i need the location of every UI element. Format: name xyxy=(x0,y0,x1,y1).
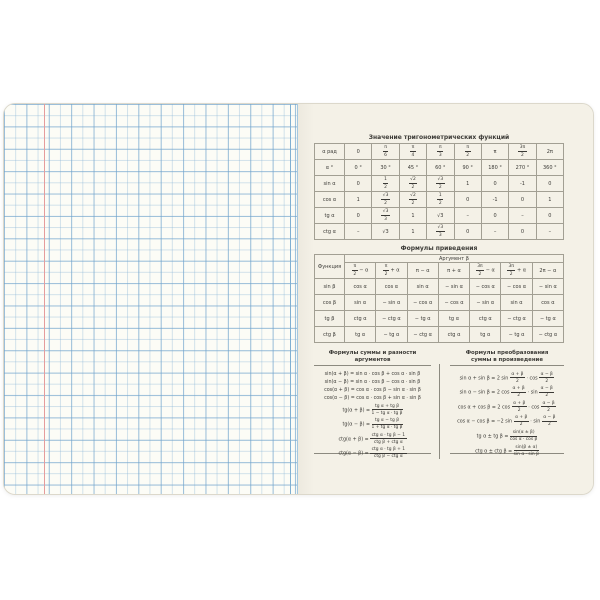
notebook-spread xyxy=(3,103,594,495)
formula-line: ctg α ± ctg β = $\frac{\sin(\beta \pm \alpha)}{\text{sin α · sin β}}$ xyxy=(475,444,539,457)
fraction: $\frac{√2}{2}$ xyxy=(410,177,416,190)
table-cell: 1 xyxy=(399,208,426,224)
table-row xyxy=(315,255,564,263)
sum-product-section xyxy=(450,350,564,457)
table-cell: − cos α xyxy=(501,279,532,295)
table-cell: 1 xyxy=(454,176,481,192)
reduction-arg-col: $\frac{\pi}{2}$ + α xyxy=(376,263,407,279)
formula-line: tg α ± tg β = $\frac{\sin(\alpha \pm \beta)}{\text{cos α · cos β}}$ xyxy=(476,430,538,443)
row-label: tg β xyxy=(315,311,345,327)
sum-product-title xyxy=(450,350,564,366)
reduction-title: Формулы приведения xyxy=(400,245,478,252)
table-cell xyxy=(372,144,399,160)
table-cell: – xyxy=(345,224,372,240)
table-cell: – xyxy=(509,208,536,224)
table-cell: √3 xyxy=(427,208,454,224)
table-cell: tg α xyxy=(470,327,501,343)
reduction-arg-col: π − α xyxy=(407,263,438,279)
table-cell: 45 ° xyxy=(399,160,426,176)
fraction: $\frac{√2}{2}$ xyxy=(410,193,416,206)
row-label: α ° xyxy=(315,160,345,176)
table-cell: − sin α xyxy=(470,295,501,311)
fraction: $\frac{1}{2}$ xyxy=(384,177,387,190)
table-cell: ctg α xyxy=(345,311,376,327)
row-label: cos α xyxy=(315,192,345,208)
formula-line: sin(α + β) = sin α · cos β + cos α · sin β xyxy=(324,371,421,377)
fraction: $\frac{√3}{2}$ xyxy=(382,193,389,206)
formula-line: tg(α − β) = $\frac{\text{tg α − tg β}}{\text{1 + tg α · tg β}}$ xyxy=(342,418,403,431)
table-cell: 0 xyxy=(454,192,481,208)
fraction: $\frac{\alpha - \beta}{2}$ xyxy=(542,400,555,413)
fraction: $\frac{3\pi}{2}$ xyxy=(477,264,483,277)
table-cell xyxy=(509,144,536,160)
table-cell: 0 xyxy=(536,176,563,192)
fraction: $\frac{3\pi}{2}$ xyxy=(508,264,514,277)
table-cell: − tg α xyxy=(532,311,563,327)
formula-line: sin α − sin β = 2 cos $\frac{\alpha + \beta}{2}$ · sin $\frac{\alpha - \beta}{2}$ xyxy=(459,386,553,399)
row-label: sin β xyxy=(315,279,345,295)
formula-line: cos(α − β) = cos α · cos β + sin α · sin β xyxy=(324,395,421,401)
formulas-page xyxy=(298,104,593,494)
sum-diff-title-text: Формулы суммы и разности аргументов xyxy=(328,350,417,363)
table-cell xyxy=(427,144,454,160)
table-cell: tg α xyxy=(345,327,376,343)
reduction-body xyxy=(315,255,564,343)
table-row xyxy=(315,327,564,343)
reduction-corner-label: Функция xyxy=(315,255,345,279)
table-cell: 180 ° xyxy=(481,160,508,176)
fraction: $\frac{√3}{3}$ xyxy=(437,225,444,238)
table-cell: -1 xyxy=(509,176,536,192)
row-label: α рад xyxy=(315,144,345,160)
row-label: ctg β xyxy=(315,327,345,343)
bottom-sections xyxy=(314,350,564,460)
table-cell: 0 xyxy=(454,224,481,240)
reduction-arg-col: π + α xyxy=(438,263,469,279)
sum-diff-formulas xyxy=(314,366,431,460)
table-cell: cos α xyxy=(345,279,376,295)
grid-page xyxy=(4,104,297,494)
sum-diff-section xyxy=(314,350,431,460)
fraction: $\frac{3\pi}{2}$ xyxy=(519,145,526,158)
fraction: $\frac{\pi}{2}$ xyxy=(353,264,357,277)
reduction-arg-col: $\frac{3\pi}{2}$ − α xyxy=(470,263,501,279)
fraction: $\frac{\alpha - \beta}{2}$ xyxy=(540,386,553,399)
table-cell xyxy=(427,224,454,240)
table-cell: 0 xyxy=(509,192,536,208)
table-cell: − tg α xyxy=(407,311,438,327)
table-cell: sin α xyxy=(345,295,376,311)
table-cell: cos α xyxy=(376,279,407,295)
fraction: $\frac{√3}{2}$ xyxy=(437,177,444,190)
reduction-table xyxy=(314,254,564,343)
table-cell: 0 xyxy=(481,208,508,224)
fraction: ctg α · tg β + 1 ctg β − ctg α xyxy=(371,447,406,460)
table-cell: – xyxy=(481,224,508,240)
table-row xyxy=(315,295,564,311)
row-label: cos β xyxy=(315,295,345,311)
sum-diff-title xyxy=(314,350,431,366)
table-cell: 1 xyxy=(345,192,372,208)
table-cell xyxy=(372,192,399,208)
red-margin-line xyxy=(44,104,45,494)
table-cell: tg α xyxy=(438,311,469,327)
table-cell: 2π xyxy=(536,144,563,160)
table-cell: 0 xyxy=(481,176,508,192)
formula-line: sin α + sin β = 2 sin $\frac{\alpha + \beta}{2}$ · cos $\frac{\alpha - \beta}{2}$ xyxy=(459,371,553,384)
table-cell xyxy=(427,176,454,192)
bottom-divider xyxy=(439,364,440,459)
fraction: $\frac{\text{tg α − tg β}}{\text{1 + tg α · tg β}}$ xyxy=(371,418,403,431)
table-cell: sin α xyxy=(407,279,438,295)
reduction-arg-col: $\frac{\pi}{2}$ − α xyxy=(345,263,376,279)
table-cell: − ctg α xyxy=(376,311,407,327)
table-cell: ctg α xyxy=(470,311,501,327)
formula-line: ctg(α − β) = ctg α · tg β + 1 ctg β − ctg α xyxy=(338,447,406,460)
trig-values-table xyxy=(314,143,564,240)
table-cell: − cos α xyxy=(438,295,469,311)
fraction: $\frac{\pi}{4}$ xyxy=(411,145,415,158)
fraction: $\frac{1}{2}$ xyxy=(438,193,442,206)
table-row xyxy=(315,224,564,240)
table-cell: cos α xyxy=(532,295,563,311)
table-cell: sin α xyxy=(501,295,532,311)
sum-product-title-line2: суммы в произведение xyxy=(471,356,543,363)
trig-values-body xyxy=(315,144,564,240)
formula-line: cos(α + β) = cos α · cos β − sin α · sin β xyxy=(324,387,421,393)
fraction: $\frac{\alpha - \beta}{2}$ xyxy=(540,371,553,384)
table-cell: π xyxy=(481,144,508,160)
table-cell: 0 xyxy=(345,176,372,192)
formula-line: ctg(α + β) = ctg α · tg β − 1 ctg β + ctg α xyxy=(338,432,406,445)
reduction-arg-col: $\frac{3\pi}{2}$ + α xyxy=(501,263,532,279)
table-cell: − sin α xyxy=(376,295,407,311)
table-cell xyxy=(372,208,399,224)
table-cell: 1 xyxy=(399,224,426,240)
formulas-content xyxy=(314,134,564,460)
fraction: $\frac{\pi}{2}$ xyxy=(384,264,388,277)
table-cell: 0 xyxy=(509,224,536,240)
table-cell xyxy=(427,192,454,208)
fraction: $\frac{√3}{3}$ xyxy=(382,209,389,222)
fraction: ctg α · tg β − 1 ctg β + ctg α xyxy=(371,432,406,445)
table-cell xyxy=(372,176,399,192)
fraction: $\frac{\alpha + \beta}{2}$ xyxy=(512,386,525,399)
fraction: $\frac{\alpha + \beta}{2}$ xyxy=(511,371,524,384)
table-cell xyxy=(399,176,426,192)
table-cell: − ctg α xyxy=(532,327,563,343)
table-cell: − cos α xyxy=(407,295,438,311)
table-row xyxy=(315,192,564,208)
page-seam xyxy=(290,104,298,494)
table-cell xyxy=(454,144,481,160)
table-cell: − tg α xyxy=(501,327,532,343)
reduction-arg-col: 2π − α xyxy=(532,263,563,279)
fraction: $\frac{\sin(\beta \pm \alpha)}{\text{sin α · sin β}}$ xyxy=(513,444,539,457)
formula-line: cos α + cos β = 2 cos $\frac{\alpha + \beta}{2}$ · cos $\frac{\alpha - \beta}{2}$ xyxy=(457,400,555,413)
reduction-arg-label: Аргумент β xyxy=(345,255,564,263)
formula-line: cos α − cos β = −2 sin $\frac{\alpha + \beta}{2}$ · sin $\frac{\alpha - \beta}{2}$ xyxy=(457,415,556,428)
table-row xyxy=(315,160,564,176)
fraction: $\frac{\text{tg α + tg β}}{\text{1 − tg α · tg β}}$ xyxy=(371,403,403,416)
table-cell: – xyxy=(536,224,563,240)
table-cell: − ctg α xyxy=(407,327,438,343)
table-cell: 60 ° xyxy=(427,160,454,176)
fraction: $\frac{\pi}{2}$ xyxy=(466,145,470,158)
row-label: sin α xyxy=(315,176,345,192)
table-row xyxy=(315,208,564,224)
table-cell: − tg α xyxy=(376,327,407,343)
fraction: $\frac{\alpha - \beta}{2}$ xyxy=(543,415,556,428)
table-cell: -1 xyxy=(481,192,508,208)
table-cell: 270 ° xyxy=(509,160,536,176)
table-cell: − ctg α xyxy=(501,311,532,327)
trig-values-title: Значение тригонометрических функций xyxy=(368,134,510,141)
table-cell: − cos α xyxy=(470,279,501,295)
table-cell xyxy=(399,192,426,208)
table-cell: 90 ° xyxy=(454,160,481,176)
table-cell: √3 xyxy=(372,224,399,240)
table-row xyxy=(315,176,564,192)
table-cell: 0 xyxy=(345,208,372,224)
table-cell xyxy=(399,144,426,160)
row-label: tg α xyxy=(315,208,345,224)
table-cell: 360 ° xyxy=(536,160,563,176)
table-row xyxy=(315,144,564,160)
table-cell: − sin α xyxy=(438,279,469,295)
table-cell: ctg α xyxy=(438,327,469,343)
table-cell: – xyxy=(454,208,481,224)
row-label: ctg α xyxy=(315,224,345,240)
table-cell: 0 xyxy=(536,208,563,224)
fraction: $\frac{\alpha + \beta}{2}$ xyxy=(515,415,528,428)
formula-line: tg(α + β) = $\frac{\text{tg α + tg β}}{\text{1 − tg α · tg β}}$ xyxy=(342,403,403,416)
fraction: $\frac{\alpha + \beta}{2}$ xyxy=(513,400,526,413)
table-row xyxy=(315,263,564,279)
table-cell: 30 ° xyxy=(372,160,399,176)
table-cell: − sin α xyxy=(532,279,563,295)
table-row xyxy=(315,311,564,327)
table-cell: 0 ° xyxy=(345,160,372,176)
sum-product-formulas xyxy=(450,366,564,457)
table-cell: 1 xyxy=(536,192,563,208)
table-cell: 0 xyxy=(345,144,372,160)
sum-product-title-line1: Формулы преобразования xyxy=(465,350,549,356)
fraction: $\frac{\pi}{3}$ xyxy=(438,145,442,158)
formula-line: sin(α − β) = sin α · cos β − cos α · sin β xyxy=(324,379,421,385)
fraction: $\frac{\pi}{6}$ xyxy=(384,145,387,158)
table-row xyxy=(315,279,564,295)
fraction: $\frac{\sin(\alpha \pm \beta)}{\text{cos α · cos β}}$ xyxy=(509,430,538,443)
